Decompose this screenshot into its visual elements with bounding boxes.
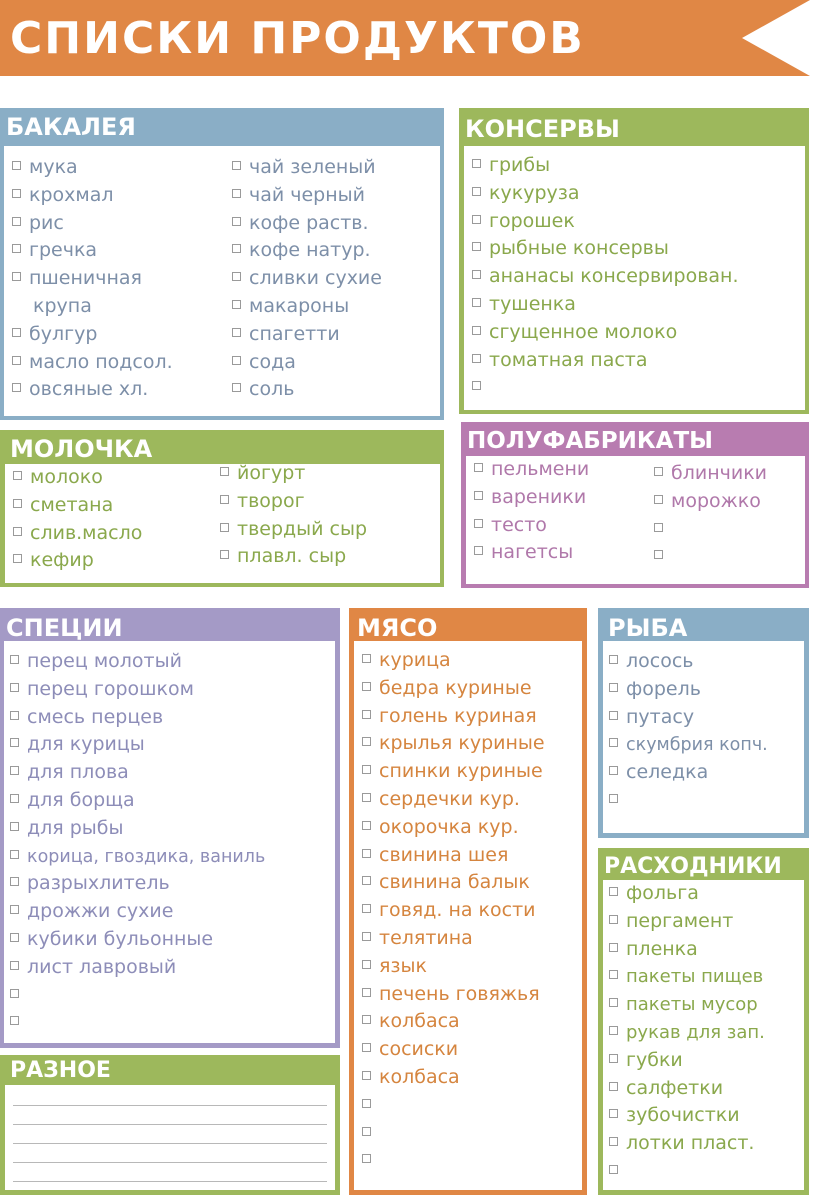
list-item: спагетти: [232, 321, 382, 349]
list-item: вареники: [474, 484, 589, 512]
checkbox[interactable]: [609, 683, 618, 692]
panel-polufabrikaty: [461, 422, 809, 588]
list-item: ананасы консервирован.: [472, 263, 739, 291]
list-item: для рыбы: [10, 815, 265, 843]
list-item: сметана: [13, 492, 142, 520]
list-item: нагетсы: [474, 539, 589, 567]
panel-bakaleya: [0, 108, 444, 420]
checkbox[interactable]: [654, 550, 663, 559]
checkbox[interactable]: [232, 300, 241, 309]
writing-line[interactable]: [13, 1181, 327, 1182]
checkbox[interactable]: [10, 655, 19, 664]
list-item: лотки пласт.: [609, 1130, 765, 1158]
checkbox[interactable]: [609, 1082, 618, 1091]
list-item: лосось: [609, 648, 768, 676]
checkbox[interactable]: [362, 1154, 371, 1163]
checkbox[interactable]: [13, 471, 22, 480]
list-item: чай черный: [232, 182, 382, 210]
molochka-col2: [220, 460, 367, 571]
list-item: гречка: [12, 237, 173, 265]
checkbox[interactable]: [362, 682, 371, 691]
list-item: кефир: [13, 547, 142, 575]
checkbox[interactable]: [13, 554, 22, 563]
list-item-empty: [362, 1092, 545, 1120]
rashodniki-list: [609, 880, 765, 1186]
checkbox[interactable]: [10, 683, 19, 692]
checkbox[interactable]: [362, 654, 371, 663]
list-item-continuation: крупа: [33, 294, 92, 317]
polufabrikaty-col2: [654, 460, 767, 571]
list-item: телятина: [362, 925, 545, 953]
panel-body-molochka: [5, 464, 440, 583]
panel-title-bakaleya: БАКАЛЕЯ: [6, 113, 136, 141]
checkbox[interactable]: [10, 850, 19, 859]
checkbox[interactable]: [362, 765, 371, 774]
checkbox[interactable]: [10, 711, 19, 720]
list-item: морожко: [654, 488, 767, 516]
panel-title-raznoe: РАЗНОЕ: [10, 1058, 111, 1083]
checkbox[interactable]: [609, 766, 618, 775]
list-item: окорочка кур.: [362, 814, 545, 842]
checkbox[interactable]: [609, 915, 618, 924]
panel-ryba: [598, 608, 809, 838]
list-item: сгущенное молоко: [472, 319, 739, 347]
panel-title-specii: СПЕЦИИ: [6, 614, 123, 641]
panel-body-myaso: [354, 641, 582, 1190]
list-item: смесь перцев: [10, 704, 265, 732]
list-item: тесто: [474, 512, 589, 540]
list-item: колбаса: [362, 1008, 545, 1036]
checkbox[interactable]: [362, 737, 371, 746]
panel-raznoe: [0, 1055, 340, 1195]
checkbox[interactable]: [609, 1026, 618, 1035]
checkbox[interactable]: [362, 849, 371, 858]
list-item: молоко: [13, 464, 142, 492]
checkbox[interactable]: [232, 161, 241, 170]
checkbox[interactable]: [609, 887, 618, 896]
list-item: сердечки кур.: [362, 786, 545, 814]
list-item: бедра куриные: [362, 675, 545, 703]
list-item-empty: [10, 1009, 265, 1037]
checkbox[interactable]: [220, 523, 229, 532]
checkbox[interactable]: [10, 905, 19, 914]
list-item: путасу: [609, 704, 768, 732]
checkbox[interactable]: [220, 467, 229, 476]
checkbox[interactable]: [362, 1043, 371, 1052]
checkbox[interactable]: [12, 217, 21, 226]
list-item: сода: [232, 349, 382, 377]
checkbox[interactable]: [472, 242, 481, 251]
checkbox[interactable]: [362, 1099, 371, 1108]
checkbox[interactable]: [609, 794, 618, 803]
writing-line[interactable]: [13, 1162, 327, 1163]
checkbox[interactable]: [10, 933, 19, 942]
list-item: кукуруза: [472, 180, 739, 208]
writing-line[interactable]: [13, 1143, 327, 1144]
list-item: свинина шея: [362, 842, 545, 870]
checkbox[interactable]: [472, 159, 481, 168]
checkbox[interactable]: [654, 523, 663, 532]
list-item: кубики бульонные: [10, 926, 265, 954]
list-item: печень говяжья: [362, 981, 545, 1009]
checkbox[interactable]: [654, 495, 663, 504]
list-item: горошек: [472, 208, 739, 236]
list-item: рукав для зап.: [609, 1019, 765, 1047]
checkbox[interactable]: [472, 381, 481, 390]
checkbox[interactable]: [609, 738, 618, 747]
list-item: йогурт: [220, 460, 367, 488]
panel-title-rashodniki: РАСХОДНИКИ: [604, 854, 782, 879]
list-item-empty: [609, 1158, 765, 1186]
list-item: кофе натур.: [232, 237, 382, 265]
list-item-empty: [10, 982, 265, 1010]
checkbox[interactable]: [474, 546, 483, 555]
checkbox[interactable]: [232, 272, 241, 281]
list-item: спинки куриные: [362, 758, 545, 786]
checkbox[interactable]: [609, 970, 618, 979]
myaso-list: [362, 647, 545, 1175]
checkbox[interactable]: [13, 499, 22, 508]
list-item-empty: [362, 1120, 545, 1148]
list-item: корица, гвоздика, ваниль: [10, 843, 265, 871]
list-item: для борща: [10, 787, 265, 815]
checkbox[interactable]: [10, 877, 19, 886]
panel-title-molochka: МОЛОЧКА: [10, 435, 153, 463]
checkbox[interactable]: [362, 1127, 371, 1136]
panel-title-myaso: МЯСО: [357, 614, 438, 641]
checkbox[interactable]: [12, 189, 21, 198]
list-item: пергамент: [609, 908, 765, 936]
checkbox[interactable]: [232, 217, 241, 226]
checkbox[interactable]: [220, 550, 229, 559]
list-item: грибы: [472, 152, 739, 180]
panel-rashodniki: [598, 848, 809, 1195]
checkbox[interactable]: [232, 328, 241, 337]
checkbox[interactable]: [609, 655, 618, 664]
list-item: соль: [232, 376, 382, 404]
list-item: макароны: [232, 293, 382, 321]
list-item: колбаса: [362, 1064, 545, 1092]
checkbox[interactable]: [609, 998, 618, 1007]
list-item-empty: [609, 787, 768, 815]
checkbox[interactable]: [362, 960, 371, 969]
list-item: пакеты мусор: [609, 991, 765, 1019]
list-item-empty: [362, 1147, 545, 1175]
specii-list: [10, 648, 265, 1037]
checkbox[interactable]: [362, 821, 371, 830]
checkbox[interactable]: [362, 876, 371, 885]
list-item: томатная паста: [472, 347, 739, 375]
list-item: фольга: [609, 880, 765, 908]
list-item: пельмени: [474, 456, 589, 484]
checkbox[interactable]: [10, 822, 19, 831]
list-item: дрожжи сухие: [10, 898, 265, 926]
checkbox[interactable]: [10, 989, 19, 998]
writing-line[interactable]: [13, 1124, 327, 1125]
list-item-empty: [654, 543, 767, 571]
list-item: крылья куриные: [362, 730, 545, 758]
panel-body-polufabrikaty: [466, 456, 805, 584]
checkbox[interactable]: [472, 354, 481, 363]
checkbox[interactable]: [12, 383, 21, 392]
list-item: пленка: [609, 936, 765, 964]
checkbox[interactable]: [609, 1165, 618, 1174]
list-item: губки: [609, 1047, 765, 1075]
checkbox[interactable]: [232, 383, 241, 392]
panel-specii: [0, 608, 340, 1048]
list-item: рыбные консервы: [472, 235, 739, 263]
list-item: пшеничная: [12, 265, 173, 293]
list-item: рис: [12, 210, 173, 238]
list-item: сливки сухие: [232, 265, 382, 293]
bakaleya-col2: [232, 154, 382, 404]
panel-title-konservy: КОНСЕРВЫ: [465, 115, 620, 143]
checkbox[interactable]: [362, 710, 371, 719]
list-item: мука: [12, 154, 173, 182]
panel-myaso: [349, 608, 587, 1195]
panel-body-ryba: [603, 641, 804, 833]
list-item: чай зеленый: [232, 154, 382, 182]
title-banner: [0, 0, 814, 78]
molochka-col1: [13, 464, 142, 575]
checkbox[interactable]: [12, 244, 21, 253]
list-item: сосиски: [362, 1036, 545, 1064]
checkbox[interactable]: [10, 794, 19, 803]
list-item: разрыхлитель: [10, 870, 265, 898]
checkbox[interactable]: [13, 527, 22, 536]
checkbox[interactable]: [232, 189, 241, 198]
checkbox[interactable]: [474, 519, 483, 528]
checkbox[interactable]: [362, 904, 371, 913]
writing-line[interactable]: [13, 1105, 327, 1106]
checkbox[interactable]: [472, 187, 481, 196]
checkbox[interactable]: [609, 943, 618, 952]
list-item: блинчики: [654, 460, 767, 488]
list-item: пакеты пищев: [609, 963, 765, 991]
checkbox[interactable]: [362, 1015, 371, 1024]
panel-title-polufabrikaty: ПОЛУФАБРИКАТЫ: [467, 428, 714, 454]
list-item: масло подсол.: [12, 349, 173, 377]
panel-molochka: [0, 430, 444, 587]
checkbox[interactable]: [10, 961, 19, 970]
checkbox[interactable]: [10, 1016, 19, 1025]
list-item: зубочистки: [609, 1102, 765, 1130]
checkbox[interactable]: [220, 495, 229, 504]
list-item-empty: [654, 516, 767, 544]
panel-body-raznoe: [5, 1085, 335, 1190]
checkbox[interactable]: [362, 793, 371, 802]
list-item: творог: [220, 488, 367, 516]
checkbox[interactable]: [12, 356, 21, 365]
panel-body-bakaleya: [4, 146, 440, 416]
list-item: перец молотый: [10, 648, 265, 676]
checkbox[interactable]: [362, 988, 371, 997]
ryba-list: [609, 648, 768, 815]
list-item-empty: [472, 374, 739, 402]
checkbox[interactable]: [10, 738, 19, 747]
polufabrikaty-col1: [474, 456, 589, 567]
list-item: перец горошком: [10, 676, 265, 704]
checkbox[interactable]: [654, 467, 663, 476]
panel-body-konservy: [464, 146, 805, 410]
checkbox[interactable]: [12, 272, 21, 281]
list-item: овсяные хл.: [12, 376, 173, 404]
checkbox[interactable]: [609, 1137, 618, 1146]
checkbox[interactable]: [12, 328, 21, 337]
list-item: говяд. на кости: [362, 897, 545, 925]
list-item: голень куриная: [362, 703, 545, 731]
checkbox[interactable]: [232, 244, 241, 253]
panel-body-specii: [4, 641, 335, 1043]
list-item: курица: [362, 647, 545, 675]
page-title: СПИСКИ ПРОДУКТОВ: [10, 13, 585, 64]
list-item: булгур: [12, 321, 173, 349]
checkbox[interactable]: [362, 1071, 371, 1080]
checkbox[interactable]: [472, 270, 481, 279]
list-item: слив.масло: [13, 520, 142, 548]
checkbox[interactable]: [472, 298, 481, 307]
checkbox[interactable]: [474, 491, 483, 500]
panel-body-rashodniki: [603, 880, 804, 1190]
list-item: салфетки: [609, 1075, 765, 1103]
list-item: плавл. сыр: [220, 543, 367, 571]
checkbox[interactable]: [474, 463, 483, 472]
list-item: кофе раств.: [232, 210, 382, 238]
list-item: форель: [609, 676, 768, 704]
checkbox[interactable]: [472, 326, 481, 335]
list-item: свинина балык: [362, 869, 545, 897]
checkbox[interactable]: [472, 215, 481, 224]
checkbox[interactable]: [609, 1054, 618, 1063]
list-item: твердый сыр: [220, 516, 367, 544]
checkbox[interactable]: [362, 932, 371, 941]
list-item: для курицы: [10, 731, 265, 759]
panel-title-ryba: РЫБА: [608, 614, 688, 641]
checkbox[interactable]: [609, 1109, 618, 1118]
list-item: селедка: [609, 759, 768, 787]
checkbox[interactable]: [12, 161, 21, 170]
konservy-list: [472, 152, 739, 402]
panel-konservy: [459, 108, 809, 414]
list-item: лист лавровый: [10, 954, 265, 982]
checkbox[interactable]: [609, 711, 618, 720]
checkbox[interactable]: [232, 356, 241, 365]
bakaleya-col1: [12, 154, 173, 404]
checkbox[interactable]: [10, 766, 19, 775]
list-item: для плова: [10, 759, 265, 787]
list-item: тушенка: [472, 291, 739, 319]
list-item: язык: [362, 953, 545, 981]
list-item: крохмал: [12, 182, 173, 210]
list-item: скумбрия копч.: [609, 731, 768, 759]
